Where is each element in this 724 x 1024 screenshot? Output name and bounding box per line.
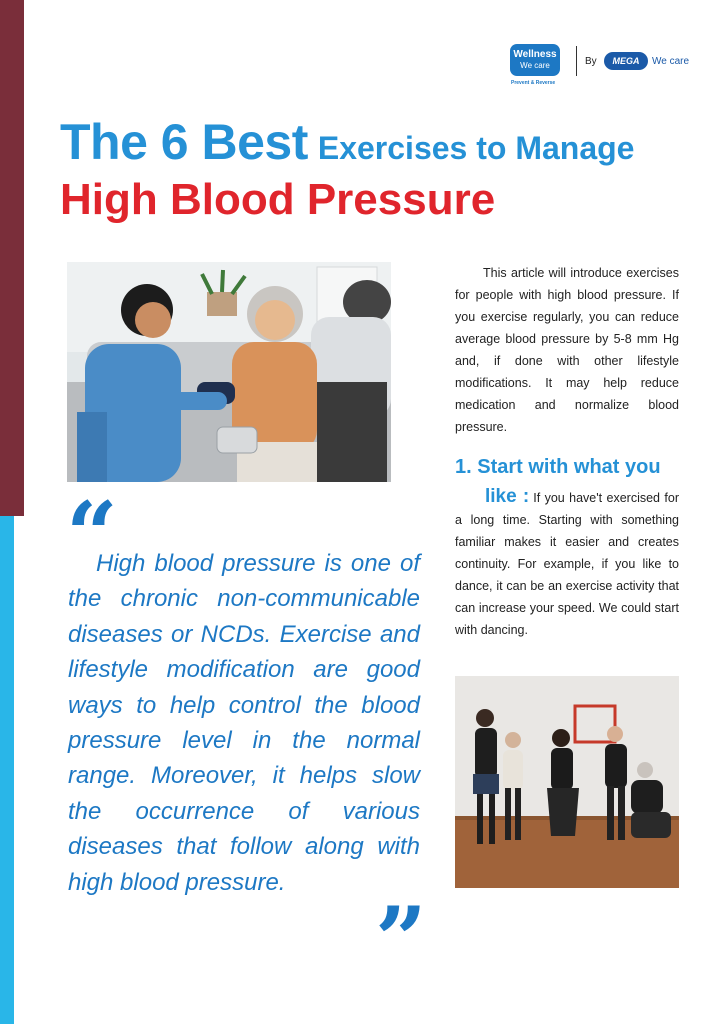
intro-paragraph <box>455 262 679 438</box>
badge-line1: Wellness <box>513 49 557 60</box>
close-quote-icon: ” <box>375 887 427 993</box>
section-1-lead: like : <box>485 486 530 507</box>
section-1-body <box>455 486 679 641</box>
title-part2: Exercises to Manage <box>317 130 635 166</box>
badge-line2: We care <box>520 61 550 70</box>
intro-text: This article will introduce exercises for people with high blood pressure. If you exercise regularly, you can reduce average blood pressure by 5-8 mm Hg and, if done with other lifestyle modifications. It may help reduce medication and normalize blood pressure. <box>455 266 679 434</box>
section-1-text: If you have't exercised for a long time. Starting with something familiar makes it easier and creates continuity. For example, if you like to dance, it can be an exercise activity that can increase your speed. We could start with dancing. <box>455 491 679 637</box>
open-quote-icon: “ <box>66 482 118 588</box>
dancing-group-photo <box>455 676 679 888</box>
title-line2: High Blood Pressure <box>60 175 496 224</box>
brand-tagline: We care <box>652 56 690 67</box>
logo-divider <box>576 46 577 76</box>
page-title <box>60 110 710 226</box>
wellness-badge <box>510 44 560 76</box>
pull-quote <box>68 546 420 900</box>
section-1-heading: 1. Start with what you <box>455 456 661 478</box>
brand-logo <box>510 44 700 90</box>
title-part1: The 6 Best <box>60 114 308 170</box>
nurse-blood-pressure-photo <box>67 262 391 482</box>
side-bar-cyan <box>0 516 14 1024</box>
badge-subtitle: Prevent & Reverse <box>511 80 556 86</box>
pull-quote-text: High blood pressure is one of the chronic non-communicable diseases or NCDs. Exercise and lifestyle modification are good ways to help control the blood pressure level in the normal range. Moreover, it helps slow the occurrence of various diseases that follow along with high blood pressure. <box>68 550 420 896</box>
mega-logo: MEGA <box>604 52 648 70</box>
side-bar-maroon <box>0 0 24 516</box>
by-label: By <box>585 56 597 67</box>
